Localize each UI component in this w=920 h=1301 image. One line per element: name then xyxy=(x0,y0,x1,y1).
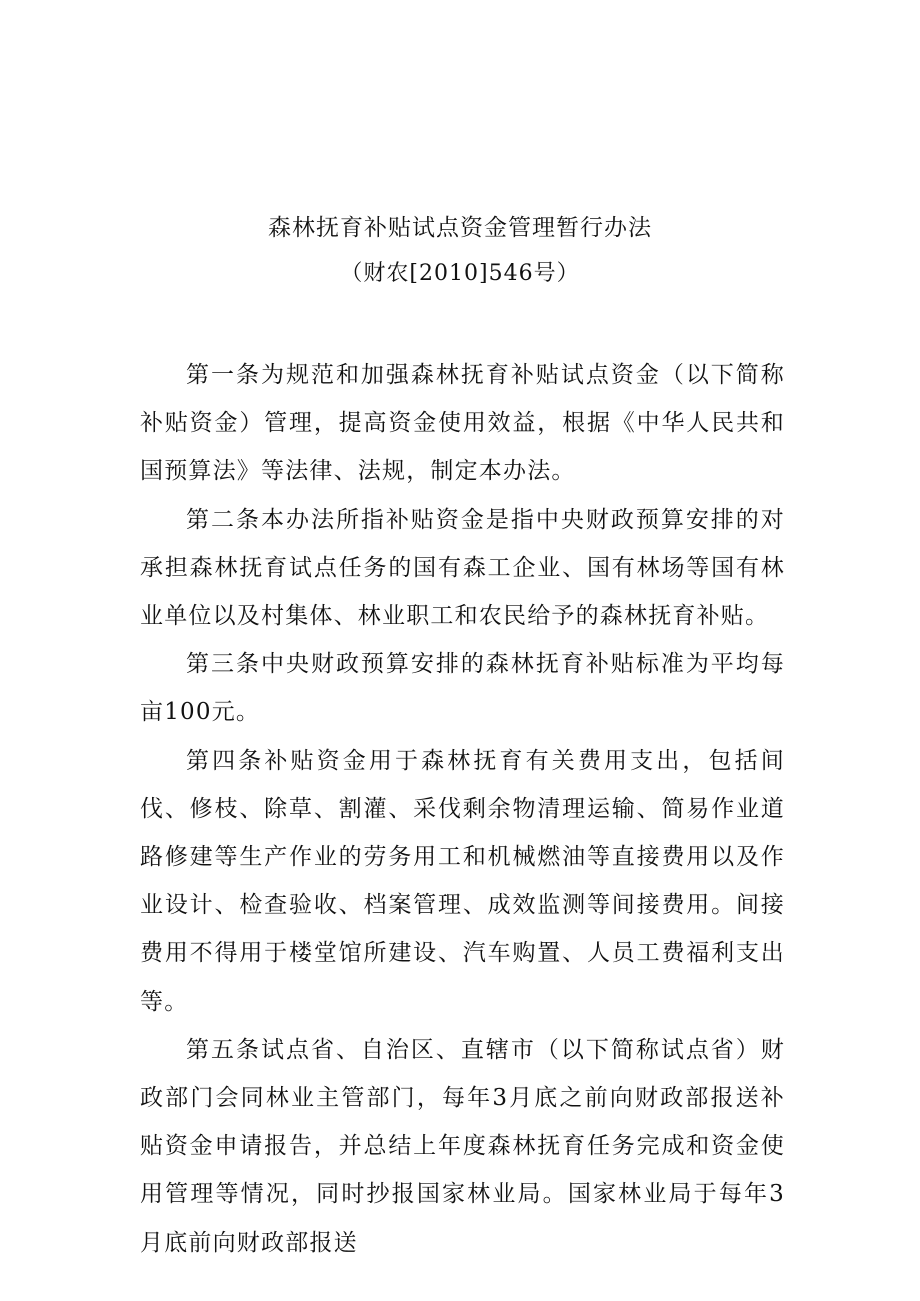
document-body xyxy=(140,351,785,1267)
article-1: 第一条为规范和加强森林抚育补贴试点资金（以下简称补贴资金）管理，提高资金使用效益，根据《中华人民共和国预算法》等法律、法规，制定本办法。 xyxy=(140,362,785,485)
document-number: （财农[2010]546号） xyxy=(340,261,580,286)
article-2: 第二条本办法所指补贴资金是指中央财政预算安排的对承担森林抚育试点任务的国有森工企业、国有林场等国有林业单位以及村集体、林业职工和农民给予的森林抚育补贴。 xyxy=(140,506,785,630)
article-4: 第四条补贴资金用于森林抚育有关费用支出，包括间伐、修枝、除草、割灌、采伐剩余物清理运输、简易作业道路修建等生产作业的劳务用工和机械燃油等直接费用以及作业设计、检查验收、档案管理、成效监测等间接费用。间接费用不得用于楼堂馆所建设、汽车购置、人员工费福利支出等。 xyxy=(140,747,785,1015)
document-title: 森林抚育补贴试点资金管理暂行办法 xyxy=(268,215,652,241)
article-3: 第三条中央财政预算安排的森林抚育补贴标准为平均每亩100元。 xyxy=(140,651,785,726)
article-5: 第五条试点省、自治区、直辖市（以下简称试点省）财政部门会同林业主管部门，每年3月底之前向财政部报送补贴资金申请报告，并总结上年度森林抚育任务完成和资金使用管理等情况，同时抄报国家林业局。国家林业局于每年3月底前向财政部报送 xyxy=(140,1036,785,1256)
